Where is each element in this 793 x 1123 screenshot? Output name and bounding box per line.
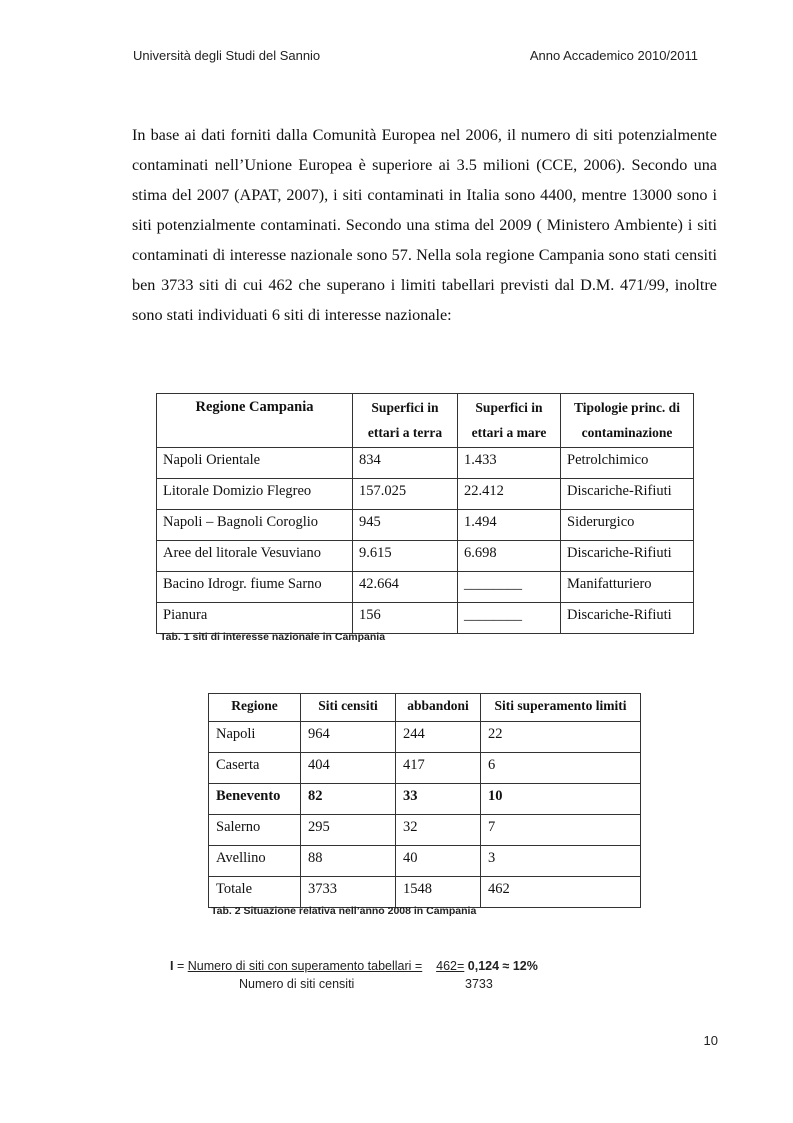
table-cell: 1.433 [458,448,561,479]
table-header-cell: abbandoni [396,694,481,722]
table-header-cell: Siti superamento limiti [481,694,641,722]
table-cell: Napoli [209,722,301,753]
table1-caption: Tab. 1 siti di interesse nazionale in Campania [160,631,386,643]
table-header-cell: Regione [209,694,301,722]
body-paragraph: In base ai dati forniti dalla Comunità Europea nel 2006, il numero di siti potenzialmente contaminati nell’Unione Europea è superiore ai 3.5 milioni (CCE, 2006). Secondo una stima del 2007 (APAT, 2007), i siti contaminati in Italia sono 4400, mentre 13000 sono i siti potenzialmente contaminati. Secondo una stima del 2009 ( Ministero Ambiente) i siti contaminati di interesse nazionale sono 57. Nella sola regione Campania sono stati censiti ben 3733 siti di cui 462 che superano i limiti tabellari previsti dal D.M. 471/99, inoltre sono stati individuati 6 siti di interesse nazionale: [132,126,717,324]
table-cell: Bacino Idrogr. fiume Sarno [157,572,353,603]
table-header-cell: Siti censiti [301,694,396,722]
table-cell: 33 [396,784,481,815]
table-cell: Benevento [209,784,301,815]
table-cell: 3733 [301,877,396,908]
table-cell: 417 [396,753,481,784]
formula-value: 462= [436,959,465,973]
table-cell: Napoli Orientale [157,448,353,479]
table-row [157,603,694,634]
table-cell: 82 [301,784,396,815]
table-cell: ________ [458,603,561,634]
table-cell: Caserta [209,753,301,784]
formula-denominator-line [239,977,493,991]
table-cell: 157.025 [353,479,458,510]
table2-caption: Tab. 2 Situazione relativa nell’anno 2008 in Campania [211,905,477,917]
table-cell: 404 [301,753,396,784]
table-header-row [157,394,694,448]
table-cell: Avellino [209,846,301,877]
table-row-highlighted [209,784,641,815]
table-cell: Napoli – Bagnoli Coroglio [157,510,353,541]
table-cell: Totale [209,877,301,908]
table-cell: 22.412 [458,479,561,510]
table-header-row [209,694,641,722]
table-cell: ________ [458,572,561,603]
table-row [157,572,694,603]
table-cell: 945 [353,510,458,541]
table-cell: 9.615 [353,541,458,572]
table-header-cell: Regione Campania [157,394,353,448]
formula-equals: = [173,959,188,973]
formula-line [170,959,538,973]
table-cell: 1548 [396,877,481,908]
table-national-sites [156,393,694,634]
header-academic-year: Anno Accademico 2010/2011 [529,48,698,63]
header-university: Università degli Studi del Sannio [133,48,321,63]
formula-label: I [170,959,174,973]
table-cell: 3 [481,846,641,877]
table-row [209,753,641,784]
table-row [157,510,694,541]
table-row [157,448,694,479]
page-number: 10 [703,1033,718,1048]
table-row [209,722,641,753]
table-cell: 156 [353,603,458,634]
table-cell: 32 [396,815,481,846]
table-cell: Pianura [157,603,353,634]
table-cell: 964 [301,722,396,753]
table-row [209,815,641,846]
table-header-cell: Superfici in ettari a terra [353,394,458,448]
table-header-cell: Tipologie princ. di contaminazione [561,394,694,448]
table-cell: 295 [301,815,396,846]
table-row [209,846,641,877]
table-cell: Aree del litorale Vesuviano [157,541,353,572]
table-cell: 7 [481,815,641,846]
table-cell: Manifatturiero [561,572,694,603]
table-cell: 22 [481,722,641,753]
table-header-cell: Superfici in ettari a mare [458,394,561,448]
table-cell: Discariche-Rifiuti [561,541,694,572]
table-cell: 244 [396,722,481,753]
table-cell: 6 [481,753,641,784]
table-row [157,541,694,572]
table-cell: Discariche-Rifiuti [561,479,694,510]
formula-denominator-label: Numero di siti censiti [239,977,355,991]
table-cell: Salerno [209,815,301,846]
table-cell: 1.494 [458,510,561,541]
formula-denominator-value: 3733 [465,977,493,991]
table-cell: Discariche-Rifiuti [561,603,694,634]
table-cell: 40 [396,846,481,877]
table-row [157,479,694,510]
table-cell: 6.698 [458,541,561,572]
table-cell: Petrolchimico [561,448,694,479]
table-cell: 10 [481,784,641,815]
table-cell: Siderurgico [561,510,694,541]
table-cell: 42.664 [353,572,458,603]
table-cell: Litorale Domizio Flegreo [157,479,353,510]
formula-numerator: Numero di siti con superamento tabellari = [187,959,423,973]
table-regional-situation [208,693,641,908]
formula-result: 0,124 ≈ 12% [464,959,538,973]
table-cell: 462 [481,877,641,908]
table-row [209,877,641,908]
table-cell: 88 [301,846,396,877]
table-cell: 834 [353,448,458,479]
